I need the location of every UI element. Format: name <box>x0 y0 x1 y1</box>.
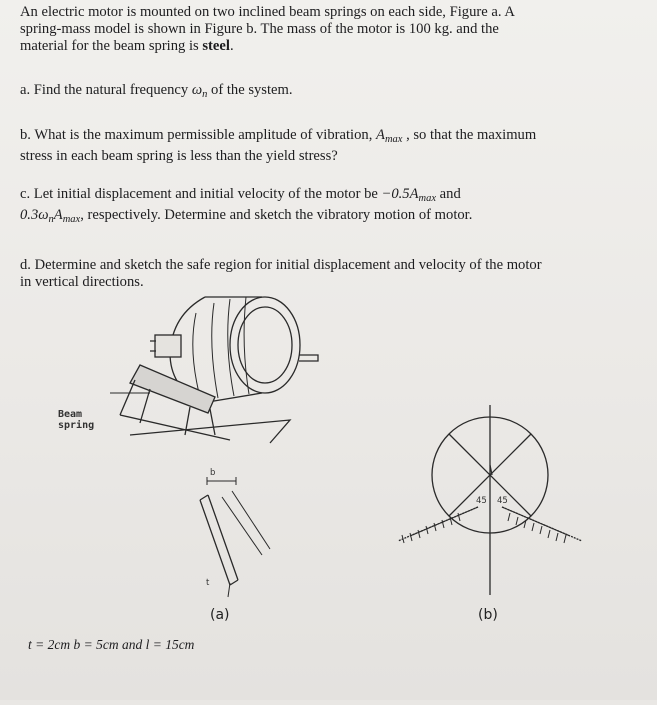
material-steel: steel <box>202 38 230 54</box>
omega-subscript: n <box>202 89 208 100</box>
dim-t-label: t <box>206 578 210 588</box>
beam-spring-label <box>58 409 94 431</box>
beam-detail <box>200 477 270 597</box>
part-c <box>20 186 472 228</box>
dim-b-label: b <box>210 468 216 478</box>
part-b-text: b. What is the maximum permissible amplitude of vibration, <box>20 127 377 143</box>
angle-left-label: 45 <box>476 496 487 506</box>
beam-label-line-2: spring <box>58 420 95 431</box>
part-a <box>20 82 293 103</box>
amplitude-subscript: max <box>384 134 403 145</box>
amplitude-symbol: A <box>376 127 385 143</box>
intro-line-3-text: material for the beam spring is <box>20 38 203 54</box>
part-c-expr-2-sub: n <box>48 214 54 225</box>
part-b-line-2: stress in each beam spring is less than the yield stress? <box>20 148 338 164</box>
part-c-tail-2: , respectively. Determine and sketch the vibratory motion of motor. <box>80 207 473 223</box>
dimensions-line: t = 2cm b = 5cm and l = 15cm <box>28 637 195 652</box>
part-b-tail: , so that the maximum <box>402 127 537 143</box>
intro-line-2: spring-mass model is shown in Figure b. The mass of the motor is 100 kg. and the <box>20 21 499 37</box>
figure-a-label: (a) <box>210 607 230 623</box>
part-c-expr-2: 0.3ω <box>20 207 49 223</box>
part-c-expr-2b: A <box>53 207 63 223</box>
part-a-text: a. Find the natural frequency <box>20 82 192 98</box>
intro-paragraph <box>20 4 515 55</box>
part-c-line-1 <box>20 186 472 207</box>
motor-drawing <box>120 297 318 443</box>
part-c-tail-1: and <box>436 186 461 202</box>
intro-line-1: An electric motor is mounted on two inclined beam springs on each side, Figure a. A <box>20 4 515 20</box>
part-a-tail: of the system. <box>207 82 293 98</box>
intro-line-3: material for the beam spring is steel. <box>20 38 234 54</box>
part-c-text: c. Let initial displacement and initial velocity of the motor be <box>20 186 382 202</box>
part-b <box>20 127 536 165</box>
part-c-expr-2b-sub: max <box>62 214 81 225</box>
beam-label-line-1: Beam <box>58 409 83 420</box>
part-c-line-2 <box>20 207 472 228</box>
figure-area <box>0 285 657 700</box>
spring-mass-model <box>398 405 582 595</box>
part-c-expr-1-sub: max <box>418 193 437 204</box>
part-d-line-2: in vertical directions. <box>20 274 144 290</box>
part-c-expr-1: −0.5A <box>381 186 419 202</box>
part-d-line-1: d. Determine and sketch the safe region for initial displacement and velocity of the motor <box>20 257 542 273</box>
part-b-line-1 <box>20 127 536 148</box>
omega-symbol: ω <box>191 82 203 98</box>
figure-b-label: (b) <box>478 607 498 623</box>
part-a-line <box>20 82 293 103</box>
angle-right-label: 45 <box>497 496 508 506</box>
